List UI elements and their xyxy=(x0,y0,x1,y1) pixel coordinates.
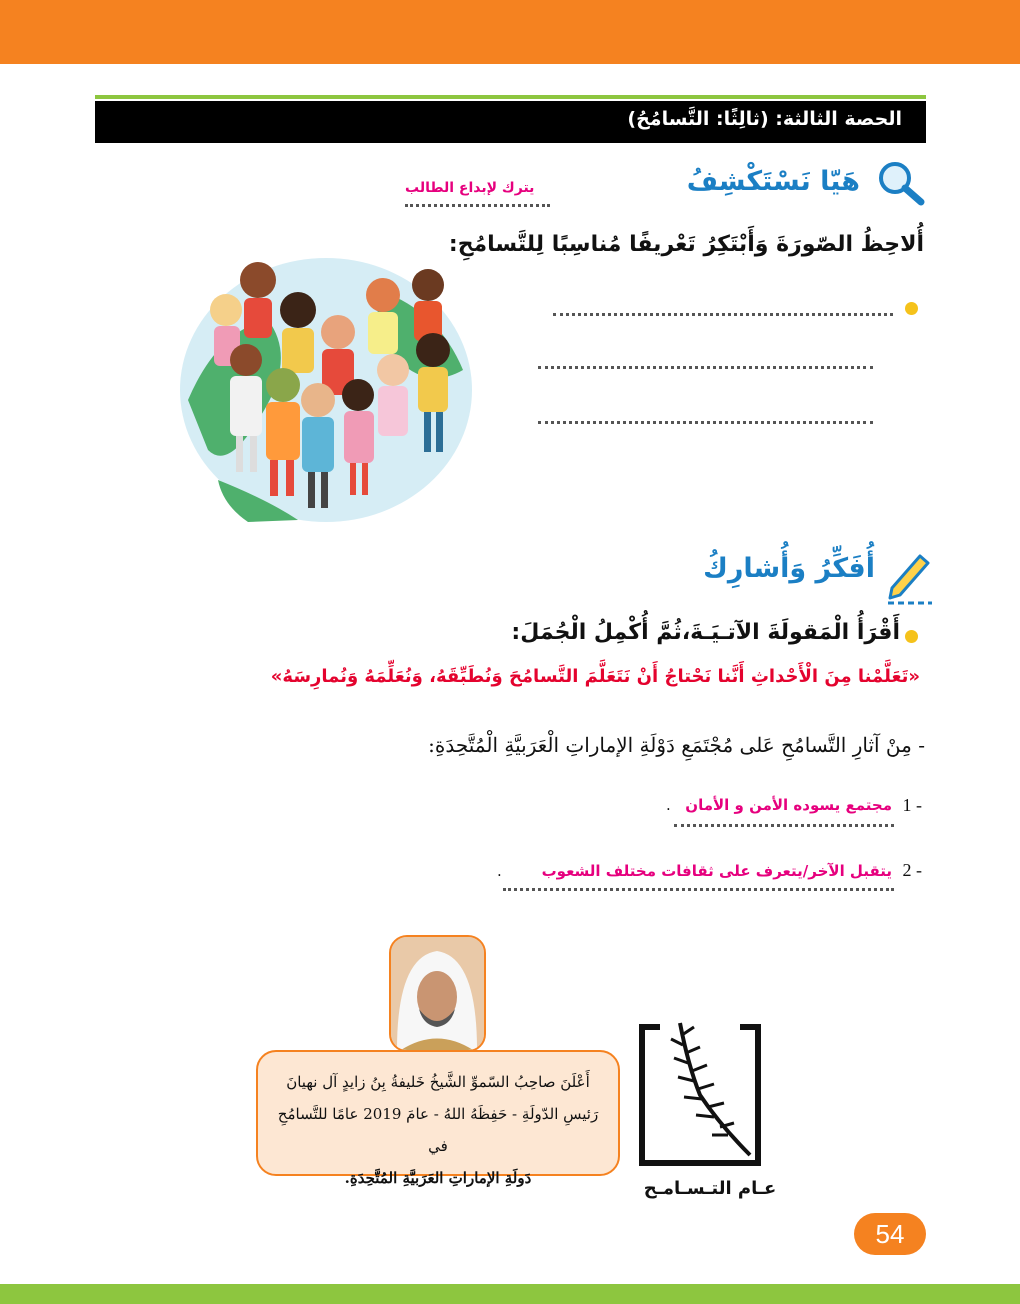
answer-1-period: . xyxy=(666,796,671,814)
answer-1-text: مجتمع يسوده الأمن و الأمان xyxy=(685,796,892,814)
answer-2-period: . xyxy=(497,862,502,880)
note-dotted-line xyxy=(405,204,550,207)
bullet-dot xyxy=(905,302,918,315)
think-heading: أُفَكِّرُ وَأُشارِكُ xyxy=(703,553,875,584)
answer-line-2 xyxy=(538,366,873,369)
tolerance-year-note xyxy=(256,1050,620,1187)
answer-1-number: 1 - xyxy=(902,795,922,815)
pencil-icon xyxy=(884,548,934,606)
answer-line-1 xyxy=(553,313,893,316)
answer-2-dotted-line xyxy=(503,888,894,891)
logo-text: عـام التـسـامـح xyxy=(643,1178,777,1199)
think-instruction: أَقْرَأُ الْمَقولَةَ الآتـيَـةَ،ثُمَّ أُكْمِلُ الْجُمَلَ: xyxy=(511,620,900,645)
lesson-title: الحصة الثالثة: (ثالِثًا: التَّسامُحُ) xyxy=(627,108,902,130)
portrait-photo xyxy=(389,935,486,1052)
explore-prompt: أُلاحِظُ الصّورَةَ وَأَبْتَكِرُ تَعْريفًا مُناسِبًا لِلتَّسامُحِ: xyxy=(448,232,924,257)
year-of-tolerance-logo xyxy=(620,1015,780,1170)
question-stem: - مِنْ آثارِ التَّسامُحِ عَلى مُجْتَمَعِ دَوْلَةِ الإماراتِ الْعَرَبيَّةِ الْمُتَّحِدَةِ: xyxy=(428,733,925,757)
teacher-note: يترك لإبداع الطالب xyxy=(405,180,535,196)
page-number: 54 xyxy=(854,1213,926,1255)
note-line-2: رَئيسِ الدّولَةِ - حَفِظَهُ اللهُ - عامَ 2019 عامًا للتَّسامُحِ في xyxy=(277,1105,599,1155)
explore-heading: هَيّا نَسْتَكْشِفُ xyxy=(686,166,860,197)
note-line-1: أَعْلَنَ صاحِبُ السّموِّ الشَّيخُ خَليفةُ بِنُ زايدٍ آل نهيانَ xyxy=(286,1073,590,1091)
bullet-dot xyxy=(905,630,918,643)
answer-2-number: 2 - xyxy=(902,860,922,880)
quote-text: «تَعَلَّمْنا مِنَ الْأَحْداثِ أَنَّنا نَحْتاجُ أَنْ نَتَعَلَّمَ التَّسامُحَ وَنُطَبِّقَهُ، وَنُعَلِّمَهُ وَنُمارِسَهُ» xyxy=(270,666,920,687)
bottom-green-bar xyxy=(0,1284,1020,1304)
top-orange-bar xyxy=(0,0,1020,64)
answer-2-text: يتقبل الآخر/يتعرف على ثقافات مختلف الشعوب xyxy=(541,862,892,880)
magnifier-icon xyxy=(875,160,927,206)
answer-1-dotted-line xyxy=(674,824,894,827)
answer-line-3 xyxy=(538,421,873,424)
globe-children-illustration xyxy=(178,250,478,525)
note-line-3: دَولَةِ الإماراتِ العَرَبيَّةِ المُتَّحِدَةِ. xyxy=(344,1169,532,1187)
header-green-line xyxy=(95,95,926,99)
